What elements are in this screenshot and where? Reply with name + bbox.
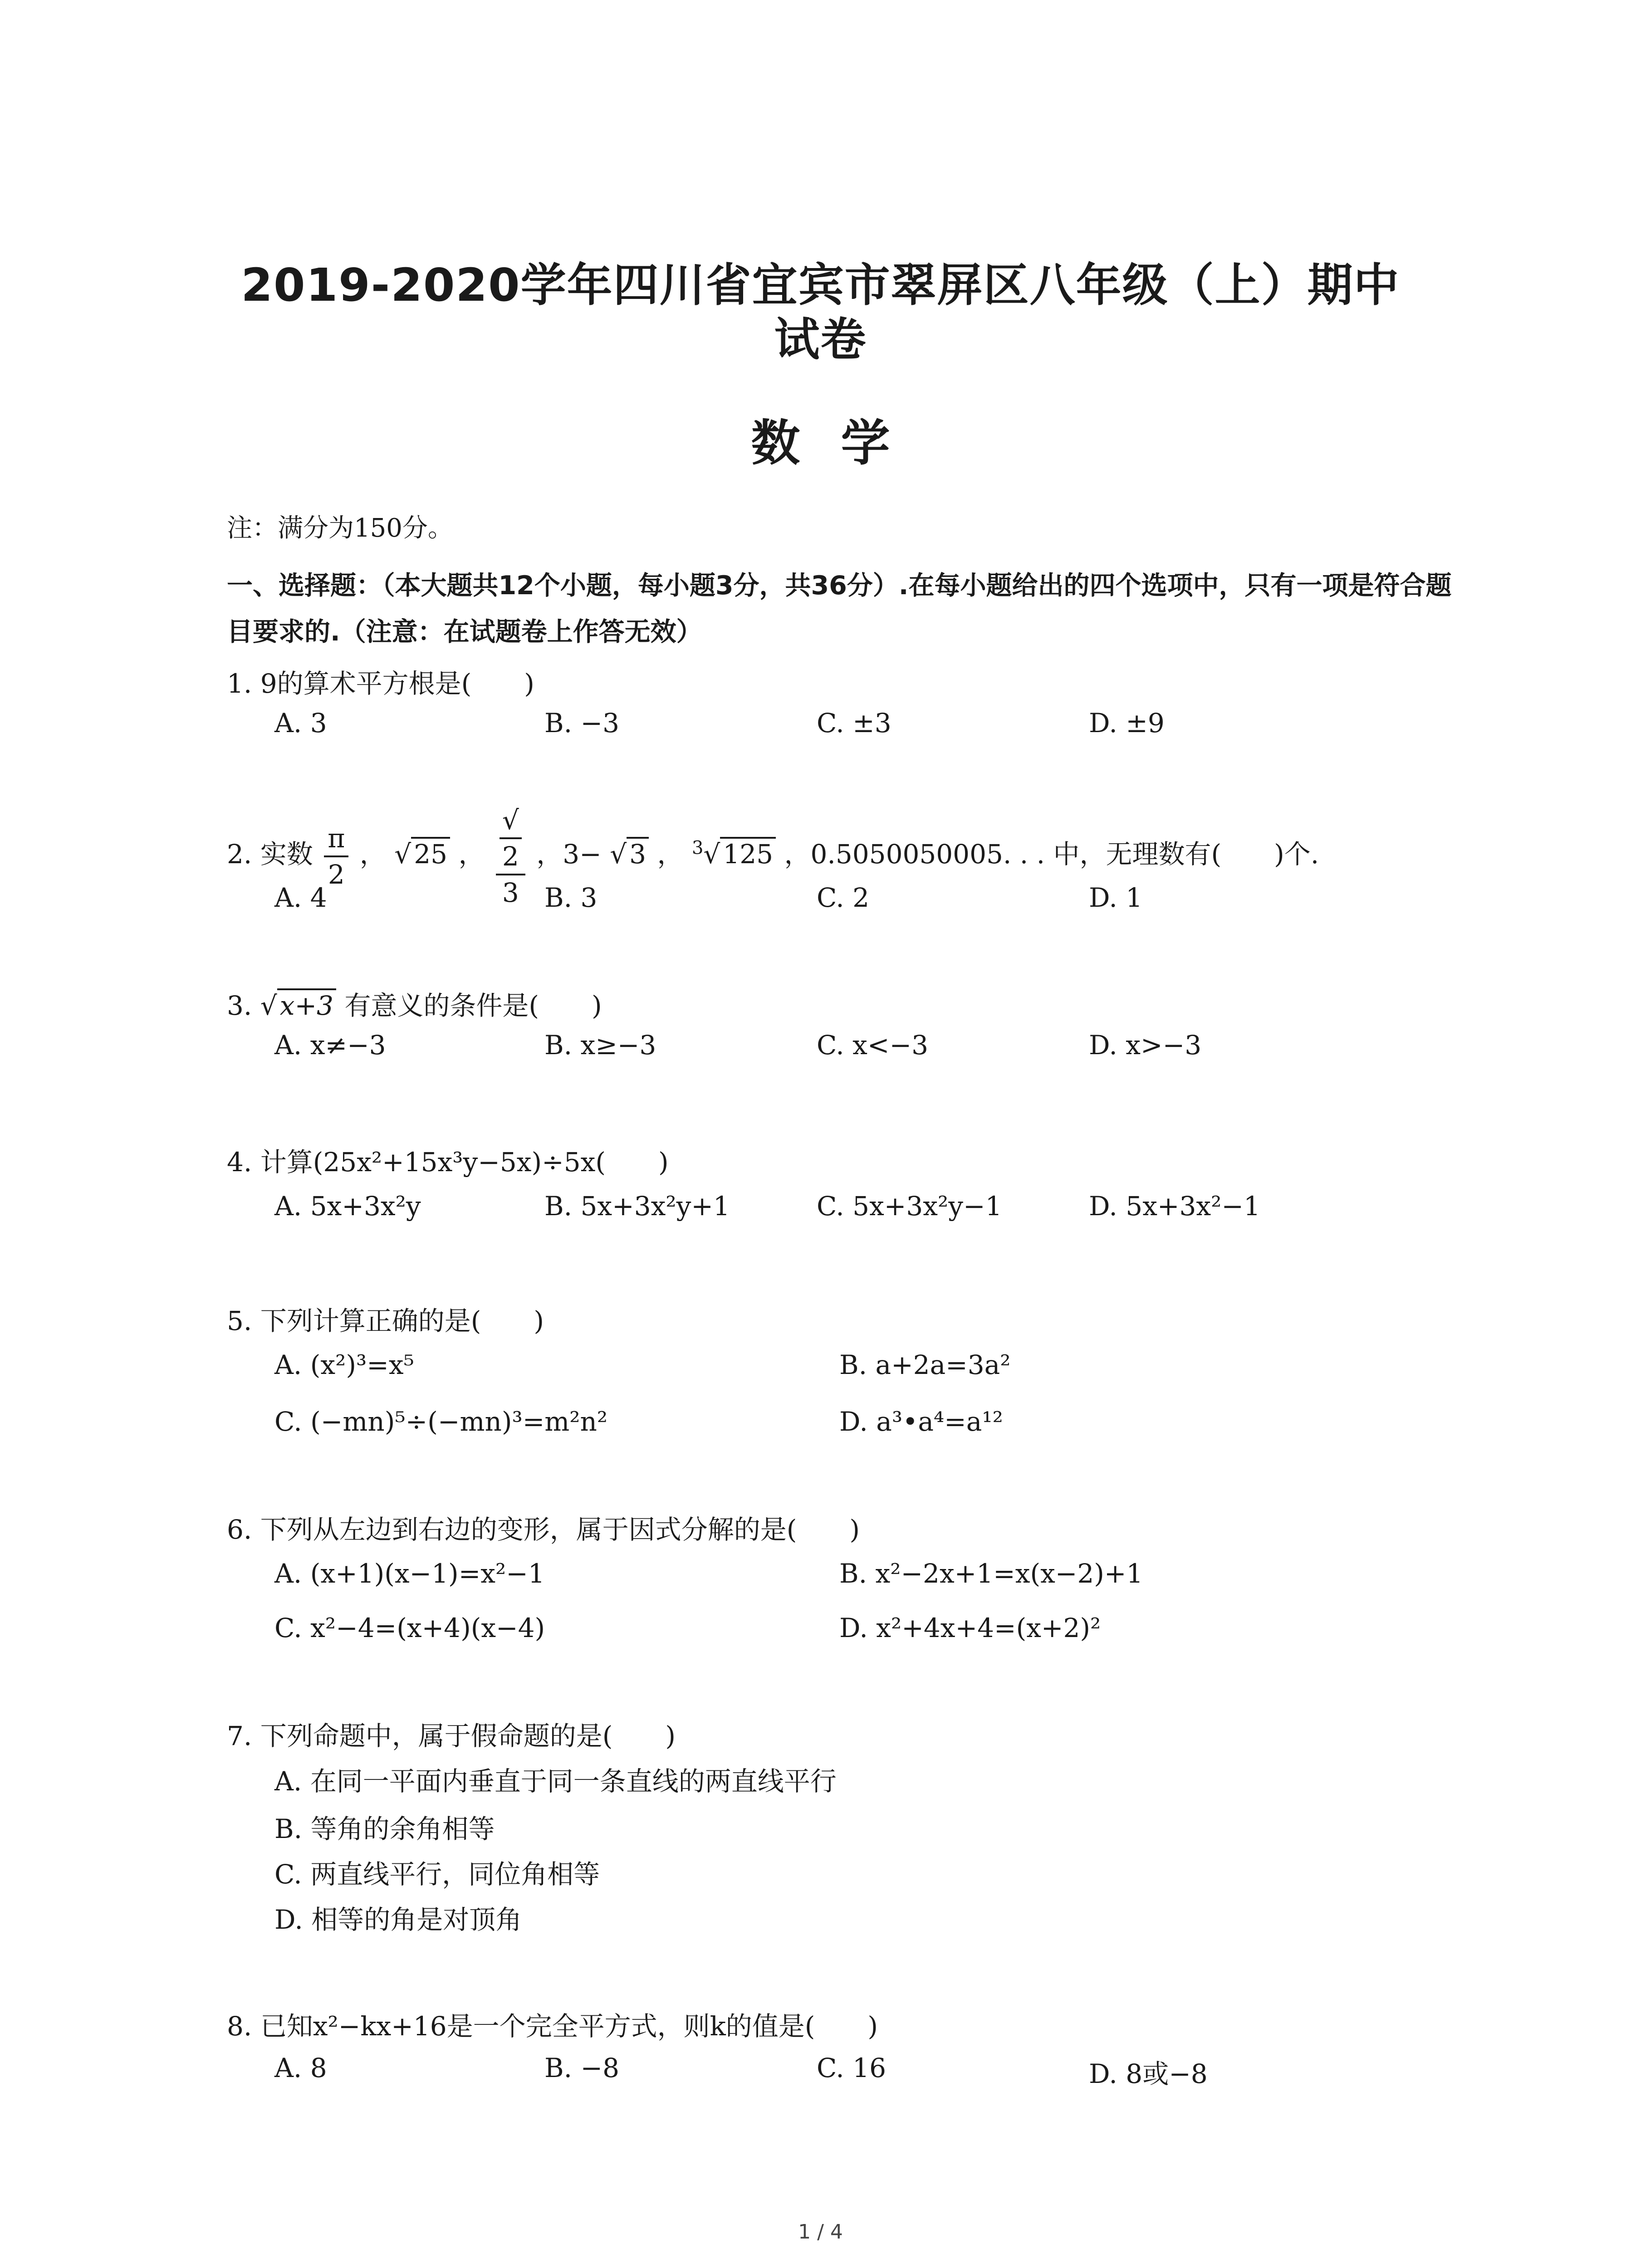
question-1-option-c: C. ±3 <box>817 708 892 738</box>
question-4-option-b: B. 5x+3x²y+1 <box>544 1191 730 1222</box>
question-6-option-a: A. (x+1)(x−1)=x²−1 <box>274 1558 545 1589</box>
question-8-option-a: A. 8 <box>274 2053 327 2083</box>
question-4-option-a: A. 5x+3x²y <box>274 1191 421 1222</box>
page-number: 1 / 4 <box>798 2220 843 2244</box>
q2-separator: ， <box>657 839 684 870</box>
question-7-option-d: D. 相等的角是对顶角 <box>274 1904 522 1935</box>
question-7-option-a: A. 在同一平面内垂直于同一条直线的两直线平行 <box>274 1766 837 1797</box>
q2-sqrt3-radicand: 3 <box>627 837 649 870</box>
question-2-option-b: B. 3 <box>544 882 598 913</box>
question-4-option-c: C. 5x+3x²y−1 <box>817 1191 1002 1222</box>
q2-frac1-numerator: π <box>324 821 348 857</box>
question-2-stem <box>227 803 1319 910</box>
section-heading: 一、选择题：（本大题共12个小题，每小题3分，共36分）.在每小题给出的四个选项中，只有一项是符合题目要求的.（注意：在试题卷上作答无效） <box>227 571 1452 647</box>
question-5-option-b: B. a+2a=3a² <box>839 1349 1011 1380</box>
q2-sqrt25-radicand: 25 <box>411 837 450 870</box>
q2-suffix: ，0.5050050005. . . 中，无理数有( )个. <box>784 839 1319 870</box>
question-8-stem: 8. 已知x²−kx+16是一个完全平方式，则k的值是( ) <box>227 2011 878 2042</box>
question-5-option-a: A. (x²)³=x⁵ <box>274 1349 414 1380</box>
question-2-option-c: C. 2 <box>817 882 870 913</box>
question-5-option-c: C. (−mn)⁵÷(−mn)³=m²n² <box>274 1406 608 1437</box>
question-6-option-d: D. x²+4x+4=(x+2)² <box>839 1613 1101 1643</box>
question-3-option-c: C. x<−3 <box>817 1030 928 1061</box>
question-1-option-b: B. −3 <box>544 708 619 738</box>
q2-frac2-denominator: 3 <box>502 877 519 908</box>
question-8-option-b: B. −8 <box>544 2053 619 2083</box>
question-7-option-c: C. 两直线平行，同位角相等 <box>274 1859 600 1890</box>
question-3-option-b: B. x≥−3 <box>544 1030 656 1061</box>
question-3-stem <box>227 984 602 1022</box>
question-2-option-d: D. 1 <box>1089 882 1143 913</box>
question-4-option-d: D. 5x+3x²−1 <box>1089 1191 1260 1222</box>
q3-radicand: x+3 <box>277 988 336 1021</box>
q2-cbrt-index: 3 <box>691 837 704 859</box>
question-1-stem: 1. 9的算术平方根是( ) <box>227 668 534 699</box>
q2-sqrt-3: √ 3 <box>610 837 649 870</box>
question-6-stem: 6. 下列从左边到右边的变形，属于因式分解的是( ) <box>227 1514 860 1545</box>
question-6-option-c: C. x²−4=(x+4)(x−4) <box>274 1613 545 1643</box>
q2-prefix: 2. 实数 <box>227 839 313 870</box>
subject-title: 数学 <box>751 415 931 472</box>
q2-frac2-radicand: 2 <box>500 837 522 874</box>
q2-part3: ，3− <box>536 839 602 870</box>
score-note: 注：满分为150分。 <box>227 513 453 543</box>
question-3-option-a: A. x≠−3 <box>274 1030 386 1061</box>
question-8-option-d: D. 8或−8 <box>1089 2058 1208 2089</box>
question-1-option-d: D. ±9 <box>1089 708 1165 738</box>
q3-sqrt-expression: √ x+3 <box>260 988 336 1021</box>
question-8-option-c: C. 16 <box>817 2053 886 2083</box>
q2-frac1-denominator: 2 <box>328 859 345 890</box>
question-7-option-b: B. 等角的余角相等 <box>274 1813 495 1844</box>
q3-suffix: 有意义的条件是( ) <box>344 990 602 1021</box>
exam-title-line1: 2019-2020学年四川省宜宾市翠屏区八年级（上）期中 <box>241 259 1400 312</box>
question-3-option-d: D. x>−3 <box>1089 1030 1202 1061</box>
question-2-option-a: A. 4 <box>274 882 327 913</box>
q2-frac2-numerator: √ 2 <box>496 803 525 875</box>
q2-separator: ， <box>458 839 485 870</box>
question-7-stem: 7. 下列命题中，属于假命题的是( ) <box>227 1721 676 1751</box>
exam-title-line2: 试卷 <box>774 313 867 366</box>
q3-prefix: 3. <box>227 990 260 1021</box>
question-5-stem: 5. 下列计算正确的是( ) <box>227 1305 544 1336</box>
q2-sqrt-25: √ 25 <box>394 837 450 870</box>
q2-separator: ， <box>359 839 386 870</box>
question-1-option-a: A. 3 <box>274 708 327 738</box>
question-4-stem: 4. 计算(25x²+15x³y−5x)÷5x( ) <box>227 1147 669 1178</box>
q2-fraction-pi-over-2 <box>324 821 348 892</box>
q2-cbrt-radicand: 125 <box>720 837 776 870</box>
q2-fraction-sqrt2-over-3 <box>496 803 525 910</box>
question-5-option-d: D. a³•a⁴=a¹² <box>839 1406 1003 1437</box>
question-6-option-b: B. x²−2x+1=x(x−2)+1 <box>839 1558 1143 1589</box>
q2-cube-root-125: $^3$√ 125 <box>692 839 776 870</box>
